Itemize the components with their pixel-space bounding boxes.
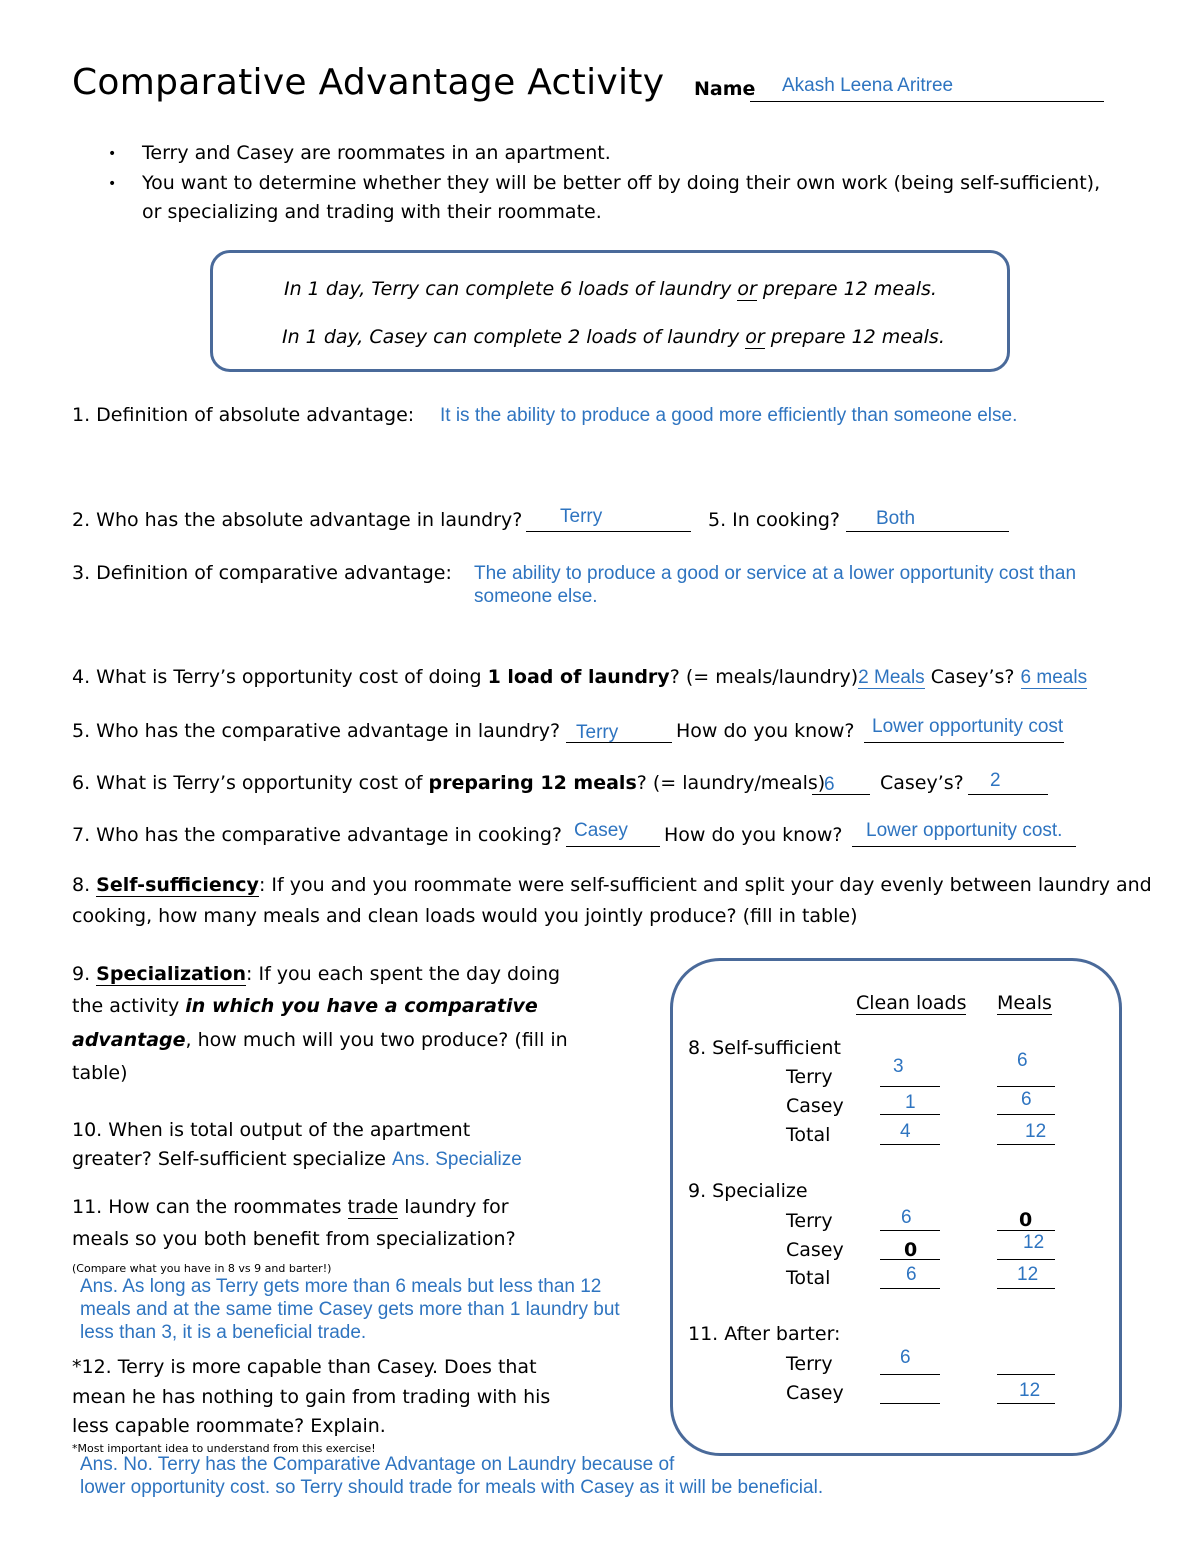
q2-label: 2. Who has the absolute advantage in laundry? — [72, 509, 523, 531]
q4-casey-answer: 6 meals — [1020, 667, 1088, 688]
q11-answer-3: less than 3, it is a beneficial trade. — [80, 1322, 367, 1343]
q7-how-answer: Lower opportunity cost. — [866, 820, 1063, 841]
q6-blank — [812, 794, 870, 795]
q7-how-blank — [852, 846, 1076, 847]
name-underline — [750, 101, 1104, 102]
s8-casey-loads: 1 — [905, 1092, 916, 1113]
row-label-terry: Terry — [786, 1353, 833, 1375]
q6-casey-blank — [968, 794, 1048, 795]
q12-line-3: less capable roommate? Explain. — [72, 1415, 386, 1437]
s8-terry-loads: 3 — [893, 1056, 904, 1077]
cell-line — [880, 1288, 940, 1289]
cell-line — [880, 1144, 940, 1145]
bullet-dot: • — [108, 176, 117, 192]
q1-label: 1. Definition of absolute advantage: — [72, 404, 415, 426]
cell-line — [997, 1259, 1055, 1260]
s8-total-meals: 12 — [1025, 1121, 1047, 1142]
row-label-total: Total — [786, 1124, 831, 1146]
q3-answer-2: someone else. — [474, 586, 598, 607]
q5a-answer: Both — [876, 508, 916, 529]
q7-how: How do you know? — [664, 824, 843, 846]
page-title: Comparative Advantage Activity — [72, 62, 665, 103]
row-label-casey: Casey — [786, 1095, 844, 1117]
cell-line — [997, 1374, 1055, 1375]
cell-line — [880, 1086, 940, 1087]
q12-line-1: *12. Terry is more capable than Casey. Does that — [72, 1356, 537, 1378]
s8-total-loads: 4 — [900, 1121, 911, 1142]
q5a-label: 5. In cooking? — [708, 509, 841, 531]
s9-terry-loads: 6 — [901, 1207, 912, 1228]
q6-text: 6. What is Terry’s opportunity cost of preparing 12 meals? (= laundry/meals) — [72, 772, 826, 794]
name-label: Name — [694, 78, 756, 100]
q1-answer: It is the ability to produce a good more efficiently than someone else. — [440, 405, 1018, 426]
row-label-total: Total — [786, 1267, 831, 1289]
cell-line — [997, 1086, 1055, 1087]
fact-terry: In 1 day, Terry can complete 6 loads of laundry or prepare 12 meals. — [284, 278, 937, 300]
q5a-blank — [846, 531, 1009, 532]
q11-line-2: meals so you both benefit from specialization? — [72, 1228, 516, 1250]
s9-total-meals: 12 — [1017, 1264, 1039, 1285]
facts-box — [210, 250, 1010, 372]
name-value: Akash Leena Aritree — [782, 75, 954, 96]
table-box — [670, 958, 1122, 1456]
s8-casey-meals: 6 — [1021, 1089, 1032, 1110]
q6-casey-answer: 2 — [990, 770, 1001, 791]
q9-line-2: the activity in which you have a comparative — [72, 995, 538, 1017]
q11-answer-1: Ans. As long as Terry gets more than 6 meals but less than 12 — [80, 1276, 602, 1297]
cell-line — [997, 1144, 1055, 1145]
bullet-1: Terry and Casey are roommates in an apartment. — [142, 142, 611, 164]
row-label-terry: Terry — [786, 1210, 833, 1232]
s9-terry-meals: 0 — [1019, 1209, 1033, 1231]
q2-answer: Terry — [560, 506, 603, 527]
s9-casey-loads: 0 — [904, 1239, 918, 1261]
q8-line-2: cooking, how many meals and clean loads would you jointly produce? (fill in table) — [72, 905, 858, 927]
q7-blank — [566, 846, 660, 847]
q3-label: 3. Definition of comparative advantage: — [72, 562, 452, 584]
bullet-2: You want to determine whether they will be better off by doing their own work (being self-sufficient), — [142, 172, 1101, 194]
q12-line-2: mean he has nothing to gain from trading with his — [72, 1386, 551, 1408]
q12-answer-1: Ans. No. Terry has the Comparative Advantage on Laundry because of — [80, 1454, 675, 1475]
q8-line-1: 8. Self-sufficiency: If you and you roommate were self-sufficient and split your day evenly between laundry and — [72, 874, 1152, 896]
row-label-casey: Casey — [786, 1382, 844, 1404]
q11-note: (Compare what you have in 8 vs 9 and barter!) — [72, 1262, 332, 1275]
row-label-terry: Terry — [786, 1066, 833, 1088]
q3-answer-1: The ability to produce a good or service at a lower opportunity cost than — [474, 563, 1077, 584]
q5-answer: Terry — [576, 722, 619, 743]
q9-line-3: advantage, how much will you two produce? (fill in — [72, 1029, 568, 1051]
q12-answer-2: lower opportunity cost. so Terry should trade for meals with Casey as it will be beneficial. — [80, 1477, 824, 1498]
q11-answer-2: meals and at the same time Casey gets more than 1 laundry but — [80, 1299, 620, 1320]
s9-total-loads: 6 — [906, 1264, 917, 1285]
s11-casey-meals: 12 — [1019, 1380, 1041, 1401]
q5-label: 5. Who has the comparative advantage in laundry? — [72, 720, 561, 742]
cell-line — [997, 1288, 1055, 1289]
s11-terry-loads: 6 — [900, 1347, 911, 1368]
bullet-dot: • — [108, 146, 117, 162]
cell-line — [880, 1374, 940, 1375]
cell-line — [880, 1114, 940, 1115]
q5-how-answer: Lower opportunity cost — [872, 716, 1064, 737]
q7-answer: Casey — [574, 820, 628, 841]
q4-text: 4. What is Terry’s opportunity cost of doing 1 load of laundry? (= meals/laundry)2 Meals Casey’s? 6 meals — [72, 666, 1088, 688]
fact-casey: In 1 day, Casey can complete 2 loads of laundry or prepare 12 meals. — [282, 326, 945, 348]
q11-line-1: 11. How can the roommates trade laundry for — [72, 1196, 509, 1218]
q12-note: *Most important idea to understand from this exercise! — [72, 1442, 376, 1455]
cell-line — [880, 1230, 940, 1231]
col-header-meals: Meals — [997, 992, 1052, 1014]
q5-how: How do you know? — [676, 720, 855, 742]
q6-answer: 6 — [824, 774, 835, 795]
q4-answer: 2 Meals — [858, 667, 925, 688]
section-after-barter: 11. After barter: — [688, 1323, 841, 1345]
cell-line — [880, 1403, 940, 1404]
cell-line — [997, 1114, 1055, 1115]
q7-label: 7. Who has the comparative advantage in cooking? — [72, 824, 562, 846]
s8-terry-meals: 6 — [1017, 1050, 1028, 1071]
q10-line-1: 10. When is total output of the apartment — [72, 1119, 471, 1141]
q9-line-4: table) — [72, 1062, 128, 1084]
q5-how-blank — [864, 742, 1064, 743]
cell-line — [997, 1403, 1055, 1404]
q6-caseys: Casey’s? — [880, 772, 964, 794]
q10-line-2: greater? Self-sufficient specialize Ans. Specialize — [72, 1148, 522, 1170]
row-label-casey: Casey — [786, 1239, 844, 1261]
s9-casey-meals: 12 — [1023, 1232, 1045, 1253]
q2-blank — [526, 531, 691, 532]
section-self-sufficient: 8. Self-sufficient — [688, 1037, 841, 1059]
q10-answer: Ans. Specialize — [391, 1149, 522, 1170]
q9-line-1: 9. Specialization: If you each spent the day doing — [72, 963, 561, 985]
bullet-2-cont: or specializing and trading with their roommate. — [142, 201, 602, 223]
section-specialize: 9. Specialize — [688, 1180, 808, 1202]
col-header-loads: Clean loads — [856, 992, 967, 1014]
